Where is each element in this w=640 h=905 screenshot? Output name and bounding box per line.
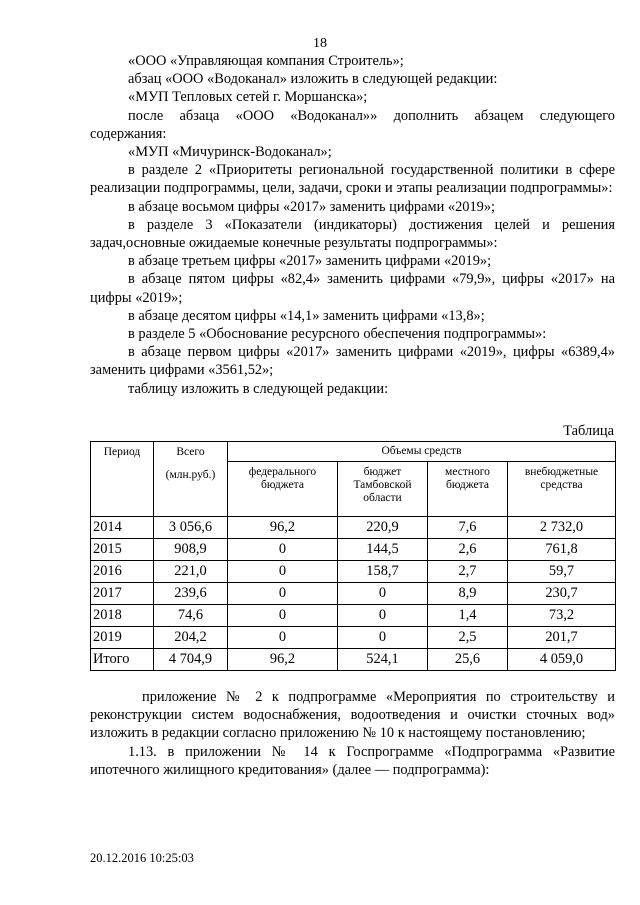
- paragraph: в абзаце десятом цифры «14,1» заменить цифрами «13,8»;: [128, 307, 485, 324]
- paragraph: в абзаце пятом цифры «82,4» заменить цифрами «79,9», цифры «2017» на цифры «2019»;: [90, 271, 615, 306]
- header-total: Всего (млн.руб.): [154, 442, 228, 517]
- paragraph: в разделе 3 «Показатели (индикаторы) достижения целей и решения задач,основные ожидаемые конечные результаты подпрограммы»:: [90, 216, 615, 252]
- body-text: [90, 52, 615, 398]
- cell-extrabudgetary: 59,7: [508, 561, 616, 583]
- table-row: [91, 627, 616, 649]
- paragraph: в разделе 5 «Обоснование ресурсного обеспечения подпрограммы»:: [128, 326, 547, 343]
- cell-period: 2018: [91, 605, 154, 627]
- cell-period: 2017: [91, 583, 154, 605]
- cell-extrabudgetary: 4 059,0: [508, 649, 616, 671]
- paragraph: приложение № 2 к подпрограмме «Мероприятия по строительству и реконструкции систем водоснабжения, водоотведения и очистки сточных вод» изложить в редакции согласно приложению № 10 к настоящему постановлению;: [90, 689, 615, 742]
- page-number: 18: [313, 36, 327, 51]
- table-row: [91, 583, 616, 605]
- cell-regional: 158,7: [338, 561, 428, 583]
- cell-extrabudgetary: 73,2: [508, 605, 616, 627]
- cell-regional: 144,5: [338, 539, 428, 561]
- paragraph: таблицу изложить в следующей редакции:: [128, 380, 389, 397]
- cell-regional: 220,9: [338, 517, 428, 539]
- cell-local: 2,5: [428, 627, 508, 649]
- paragraph: «МУП «Мичуринск-Водоканал»;: [128, 144, 332, 161]
- cell-regional: 0: [338, 605, 428, 627]
- header-funding-group: Объемы средств: [228, 442, 616, 462]
- cell-period: 2015: [91, 539, 154, 561]
- cell-local: 8,9: [428, 583, 508, 605]
- cell-total: 4 704,9: [154, 649, 228, 671]
- table-row: [91, 561, 616, 583]
- paragraph: абзац «ООО «Водоканал» изложить в следующей редакции:: [128, 71, 498, 88]
- header-period: Период: [91, 442, 154, 517]
- cell-federal: 96,2: [228, 649, 338, 671]
- table-row-total: [91, 649, 616, 671]
- cell-federal: 0: [228, 605, 338, 627]
- paragraph: «МУП Тепловых сетей г. Моршанска»;: [128, 89, 368, 106]
- cell-local: 25,6: [428, 649, 508, 671]
- table-row: [91, 517, 616, 539]
- paragraph: после абзаца «ООО «Водоканал»» дополнить абзацем следующего содержания:: [90, 107, 615, 142]
- after-table-text: [90, 688, 615, 779]
- cell-federal: 0: [228, 583, 338, 605]
- paragraph: в абзаце восьмом цифры «2017» заменить цифрами «2019»;: [128, 198, 496, 215]
- cell-local: 2,6: [428, 539, 508, 561]
- header-federal: федерального бюджета: [228, 462, 338, 517]
- header-local: местного бюджета: [428, 462, 508, 517]
- cell-regional: 0: [338, 627, 428, 649]
- cell-period: 2014: [91, 517, 154, 539]
- header-extrabudgetary: внебюджетные средства: [508, 462, 616, 517]
- cell-federal: 0: [228, 627, 338, 649]
- paragraph: в разделе 2 «Приоритеты региональной государственной политики в сфере реализации подпрограммы, цели, задачи, сроки и этапы реализации подпрограммы»:: [90, 162, 615, 197]
- cell-extrabudgetary: 230,7: [508, 583, 616, 605]
- header-regional: бюджет Тамбовской области: [338, 462, 428, 517]
- cell-regional: 524,1: [338, 649, 428, 671]
- table-row: [91, 605, 616, 627]
- cell-extrabudgetary: 2 732,0: [508, 517, 616, 539]
- cell-federal: 0: [228, 539, 338, 561]
- paragraph: в абзаце третьем цифры «2017» заменить цифрами «2019»;: [128, 253, 492, 270]
- cell-total: 239,6: [154, 583, 228, 605]
- table-label: Таблица: [563, 423, 614, 439]
- funding-table: [90, 441, 616, 671]
- cell-total: 3 056,6: [154, 517, 228, 539]
- paragraph: 1.13. в приложении № 14 к Госпрограмме «Подпрограмма «Развитие ипотечного жилищного кредитования» (далее — подпрограмма):: [90, 743, 615, 778]
- cell-total: 908,9: [154, 539, 228, 561]
- paragraph: «ООО «Управляющая компания Строитель»;: [128, 53, 404, 69]
- cell-local: 2,7: [428, 561, 508, 583]
- cell-period: 2019: [91, 627, 154, 649]
- cell-extrabudgetary: 761,8: [508, 539, 616, 561]
- cell-local: 7,6: [428, 517, 508, 539]
- cell-period: Итого: [91, 649, 154, 671]
- cell-regional: 0: [338, 583, 428, 605]
- table-row: [91, 539, 616, 561]
- cell-extrabudgetary: 201,7: [508, 627, 616, 649]
- cell-total: 204,2: [154, 627, 228, 649]
- cell-total: 74,6: [154, 605, 228, 627]
- print-timestamp: 20.12.2016 10:25:03: [90, 851, 194, 865]
- cell-federal: 96,2: [228, 517, 338, 539]
- cell-total: 221,0: [154, 561, 228, 583]
- paragraph: в абзаце первом цифры «2017» заменить цифрами «2019», цифры «6389,4» заменить цифрами «3561,52»;: [90, 344, 615, 379]
- cell-federal: 0: [228, 561, 338, 583]
- cell-local: 1,4: [428, 605, 508, 627]
- cell-period: 2016: [91, 561, 154, 583]
